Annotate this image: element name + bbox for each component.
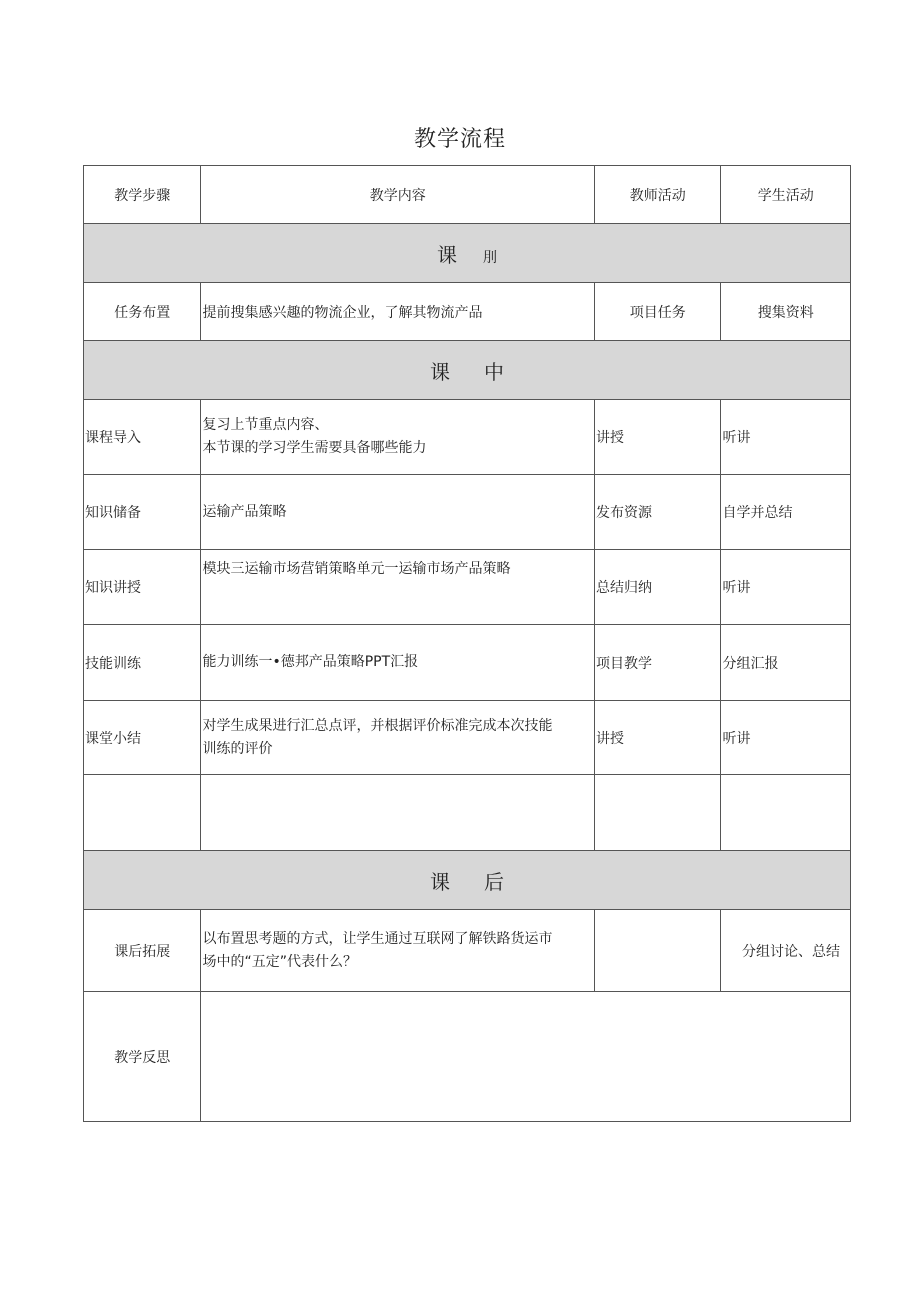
section-after-class (84, 851, 851, 910)
row-content (201, 910, 595, 992)
row-step: 课后拓展 (84, 910, 201, 992)
row-content-line: 本节课的学习学生需要具备哪些能力 (202, 440, 427, 456)
section-before-char2: 刖 (483, 249, 497, 266)
section-after-char2: 后 (484, 869, 504, 894)
row-content-line: 训练的评价 (202, 740, 273, 757)
section-after-label (84, 851, 851, 910)
row-content (201, 475, 595, 550)
section-before-class (84, 224, 851, 283)
header-student: 学生活动 (721, 166, 851, 224)
empty-cell (84, 775, 201, 851)
row-student: 听讲 (721, 701, 851, 775)
empty-row (84, 775, 851, 851)
row-content (201, 625, 595, 701)
header-teacher: 教师活动 (594, 166, 720, 224)
row-step: 知识储备 (84, 475, 201, 550)
header-step: 教学步骤 (84, 166, 201, 224)
table-row (84, 701, 851, 775)
row-content-line: 场中的“五定”代表什么？ (202, 953, 357, 970)
row-student: 搜集资料 (721, 283, 851, 341)
section-during-label (84, 341, 851, 400)
section-before-char1: 课 (437, 242, 457, 267)
row-content-line: 模块三运输市场营销策略单元一运输市场产品策略 (202, 561, 511, 577)
empty-cell (201, 775, 595, 851)
section-during-class (84, 341, 851, 400)
row-teacher: 项目任务 (594, 283, 720, 341)
row-student: 分组讨论、总结 (721, 910, 851, 992)
reflection-label: 教学反思 (84, 992, 201, 1122)
section-before-label (84, 224, 851, 283)
teaching-flow-table (83, 165, 851, 1122)
row-content-line: 复习上节重点内容、 (202, 417, 329, 433)
section-during-char1: 课 (430, 359, 450, 384)
header-content: 教学内容 (201, 166, 595, 224)
table-row (84, 550, 851, 625)
row-teacher: 项目教学 (594, 625, 720, 701)
row-content-line: 以布置思考题的方式，让学生通过互联网了解铁路货运市 (202, 930, 553, 947)
row-content: 提前搜集感兴趣的物流企业，了解其物流产品 (201, 283, 595, 341)
table-row (84, 400, 851, 475)
table-row (84, 283, 851, 341)
row-student: 自学并总结 (721, 475, 851, 550)
row-teacher: 讲授 (594, 701, 720, 775)
reflection-row (84, 992, 851, 1122)
page-title: 教学流程 (413, 127, 506, 152)
row-teacher: 总结归纳 (594, 550, 720, 625)
header-row (84, 166, 851, 224)
table-row (84, 475, 851, 550)
row-teacher: 发布资源 (594, 475, 720, 550)
reflection-content (201, 992, 851, 1122)
row-content (201, 550, 595, 625)
row-step: 知识讲授 (84, 550, 201, 625)
row-content-line: 运输产品策略 (202, 503, 287, 520)
section-during-char2: 中 (484, 359, 504, 384)
row-content-line: 对学生成果进行汇总点评，并根据评价标准完成本次技能 (202, 717, 553, 734)
row-student: 听讲 (721, 400, 851, 475)
row-step: 技能训练 (84, 625, 201, 701)
row-content (201, 400, 595, 475)
row-teacher: 讲授 (594, 400, 720, 475)
row-student: 听讲 (721, 550, 851, 625)
table-row (84, 625, 851, 701)
table-row (84, 910, 851, 992)
empty-cell (721, 775, 851, 851)
section-after-char1: 课 (430, 869, 450, 894)
row-step: 任务布置 (84, 283, 201, 341)
row-step: 课堂小结 (84, 701, 201, 775)
row-content-line: 能力训练一•德邦产品策略PPT汇报 (202, 654, 419, 670)
row-step: 课程导入 (84, 400, 201, 475)
row-student: 分组汇报 (721, 625, 851, 701)
row-content (201, 701, 595, 775)
empty-cell (594, 775, 720, 851)
row-teacher (594, 910, 720, 992)
